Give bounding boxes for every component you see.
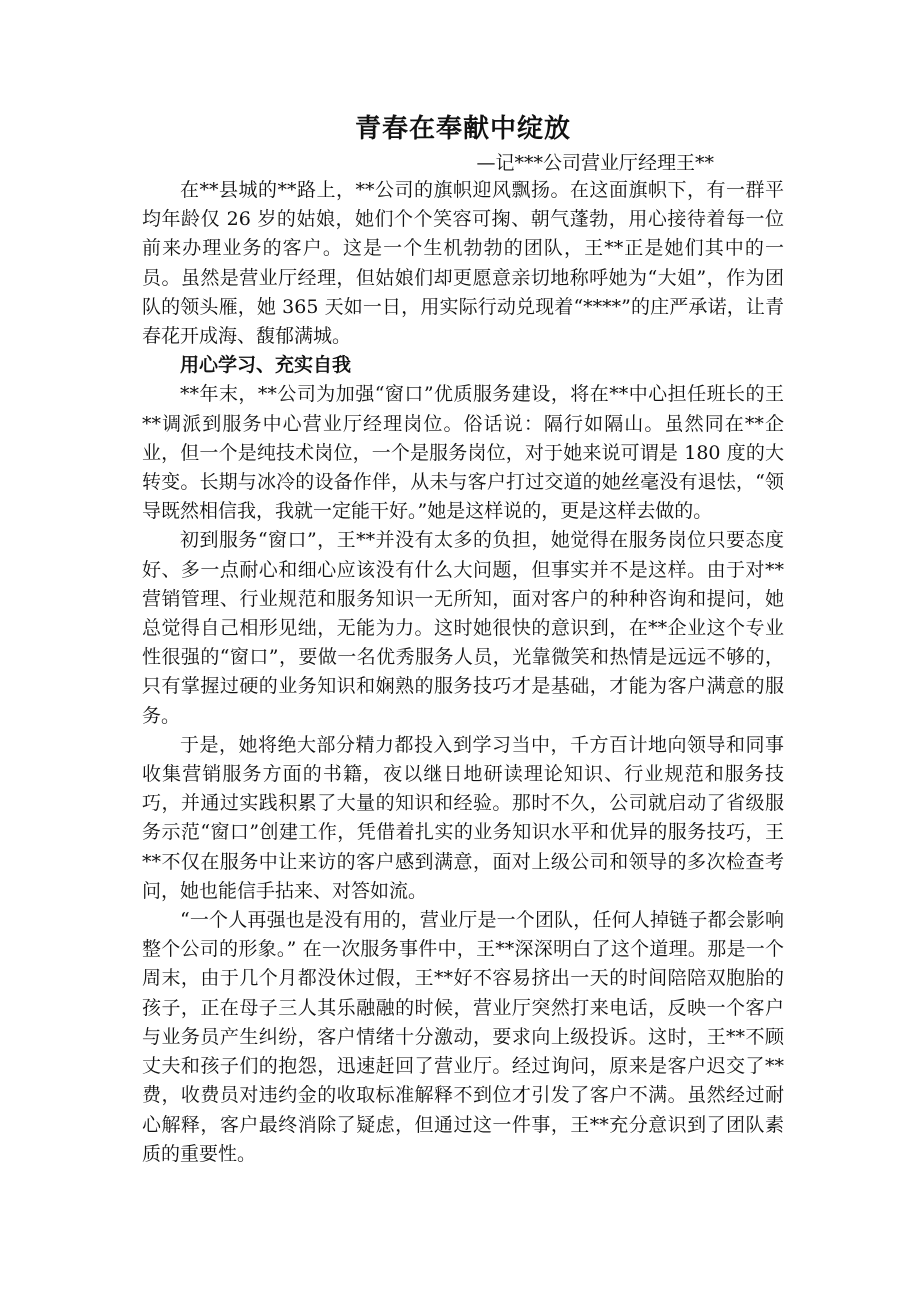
intro-paragraph: 在**县城的**路上，**公司的旗帜迎风飘扬。在这面旗帜下，有一群平均年龄仅 26 岁的姑娘，她们个个笑容可掬、朝气蓬勃，用心接待着每一位前来办理业务的客户。这是一个生机勃勃的团队，王**正是她们其中的一员。虽然是营业厅经理，但姑娘们却更愿意亲切地称呼她为“大姐”，作为团队的领头雁，她 365 天如一日，用实际行动兑现着“****”的庄严承诺，让青春花开成海、馥郁满城。 xyxy=(142,179,784,348)
body-paragraph: 初到服务“窗口”，王**并没有太多的负担，她觉得在服务岗位只要态度好、多一点耐心和细心应该没有什么大问题，但事实并不是这样。由于对**营销管理、行业规范和服务知识一无所知，面对客户的种种咨询和提问，她总觉得自己相形见绌，无能为力。这时她很快的意识到，在**企业这个专业性很强的“窗口”，要做一名优秀服务人员，光靠微笑和热情是远远不够的，只有掌握过硬的业务知识和娴熟的服务技巧才是基础，才能为客户满意的服务。 xyxy=(142,529,784,727)
body-paragraph: **年末，**公司为加强“窗口”优质服务建设，将在**中心担任班长的王**调派到服务中心营业厅经理岗位。俗话说：隔行如隔山。虽然同在**企业，但一个是纯技术岗位，一个是服务岗位，对于她来说可谓是 180 度的大转变。长期与冰冷的设备作伴，从未与客户打过交道的她丝毫没有退怯，“领导既然相信我，我就一定能干好。”她是这样说的，更是这样去做的。 xyxy=(142,383,784,523)
body-paragraph: 于是，她将绝大部分精力都投入到学习当中，千方百计地向领导和同事收集营销服务方面的书籍，夜以继日地研读理论知识、行业规范和服务技巧，并通过实践积累了大量的知识和经验。那时不久，公司就启动了省级服务示范“窗口”创建工作，凭借着扎实的业务知识水平和优异的服务技巧，王**不仅在服务中让来访的客户感到满意，面对上级公司和领导的多次检查考问，她也能信手拈来、对答如流。 xyxy=(142,733,784,902)
article-subtitle: —记***公司营业厅经理王** xyxy=(476,152,714,174)
document-page xyxy=(142,108,784,1169)
body-paragraph: “一个人再强也是没有用的，营业厅是一个团队，任何人掉链子都会影响整个公司的形象。” 在一次服务事件中，王**深深明白了这个道理。那是一个周末，由于几个月都没休过假，王**好不容易挤出一天的时间陪陪双胞胎的孩子，正在母子三人其乐融融的时候，营业厅突然打来电话，反映一个客户与业务员产生纠纷，客户情绪十分激动，要求向上级投诉。这时，王**不顾丈夫和孩子们的抱怨，迅速赶回了营业厅。经过询问，原来是客户迟交了**费，收费员对违约金的收取标准解释不到位才引发了客户不满。虽然经过耐心解释，客户最终消除了疑虑，但通过这一件事，王**充分意识到了团队素质的重要性。 xyxy=(142,909,784,1165)
article-title: 青春在奉献中绽放 xyxy=(354,114,571,144)
section-heading: 用心学习、充实自我 xyxy=(180,354,352,377)
